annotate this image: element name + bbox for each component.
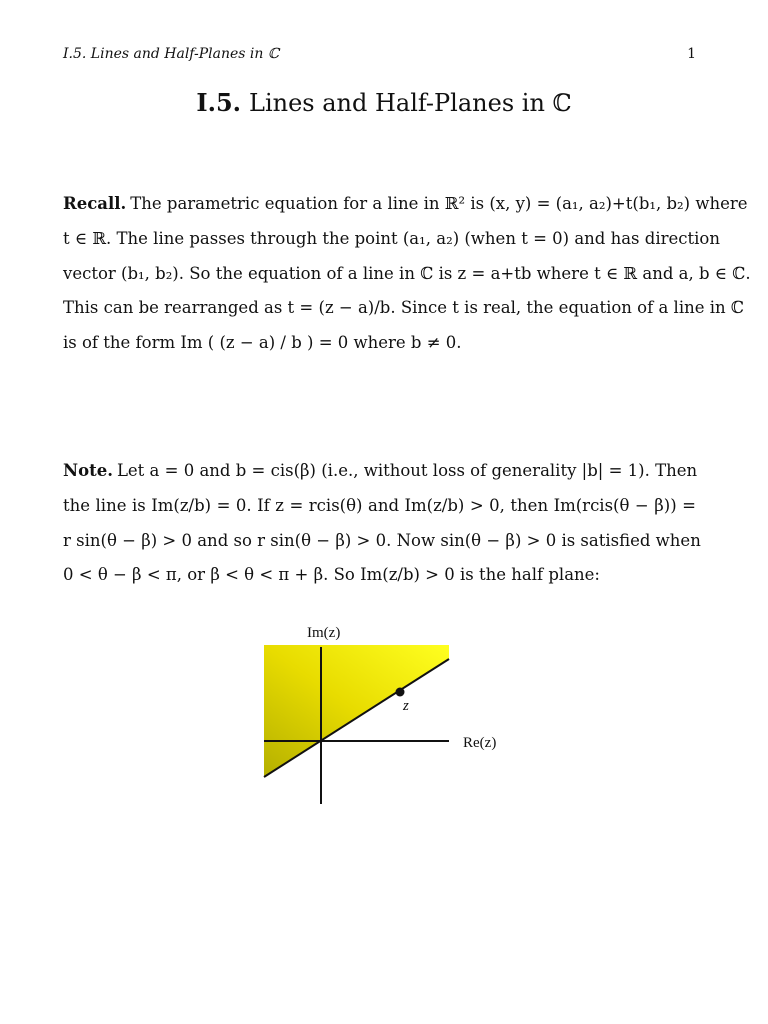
section-title bbox=[0, 88, 768, 117]
note-line-4: 0 < θ − β < π, or β < θ < π + β. So Im(z/b) > 0 is the half plane: bbox=[63, 565, 600, 585]
point-z bbox=[396, 688, 405, 697]
section-number: I.5. bbox=[196, 88, 241, 117]
note-line-2: the line is Im(z/b) = 0. If z = rcis(θ) and Im(z/b) > 0, then Im(rcis(θ − β)) = bbox=[63, 495, 696, 515]
recall-line-3: vector (b₁, b₂). So the equation of a line in ℂ is z = a+tb where t ∈ ℝ and a, b ∈ ℂ. bbox=[63, 263, 751, 283]
running-head bbox=[63, 46, 696, 62]
note-line-3: r sin(θ − β) > 0 and so r sin(θ − β) > 0. Now sin(θ − β) > 0 is satisfied when bbox=[63, 530, 701, 550]
recall-line-4: This can be rearranged as t = (z − a)/b. Since t is real, the equation of a line in ℂ bbox=[63, 298, 745, 318]
recall-line-5: is of the form Im ( (z − a) / b ) = 0 where b ≠ 0. bbox=[63, 333, 462, 353]
section-title-text: Lines and Half-Planes in ℂ bbox=[249, 89, 572, 117]
note-line-1-text: Let a = 0 and b = cis(β) (i.e., without loss of generality |b| = 1). Then bbox=[116, 461, 698, 480]
real-axis-label: Re(z) bbox=[463, 735, 497, 751]
half-plane-diagram bbox=[255, 612, 515, 812]
recall-paragraph bbox=[63, 187, 751, 361]
recall-line-1-text: The parametric equation for a line in ℝ² is (x, y) = (a₁, a₂)+t(b₁, b₂) where bbox=[130, 194, 748, 213]
note-lead: Note. bbox=[63, 461, 113, 480]
recall-line-2: t ∈ ℝ. The line passes through the point (a₁, a₂) (when t = 0) and has direction bbox=[63, 228, 720, 248]
running-title: I.5. Lines and Half-Planes in ℂ bbox=[63, 46, 279, 62]
page-number: 1 bbox=[687, 46, 696, 62]
point-z-label: z bbox=[403, 698, 409, 714]
recall-line-1 bbox=[63, 187, 748, 222]
note-line-1 bbox=[63, 454, 696, 489]
imaginary-axis-label: Im(z) bbox=[307, 625, 341, 641]
note-paragraph bbox=[63, 454, 701, 593]
recall-lead: Recall. bbox=[63, 194, 127, 213]
half-plane-figure bbox=[255, 612, 515, 812]
